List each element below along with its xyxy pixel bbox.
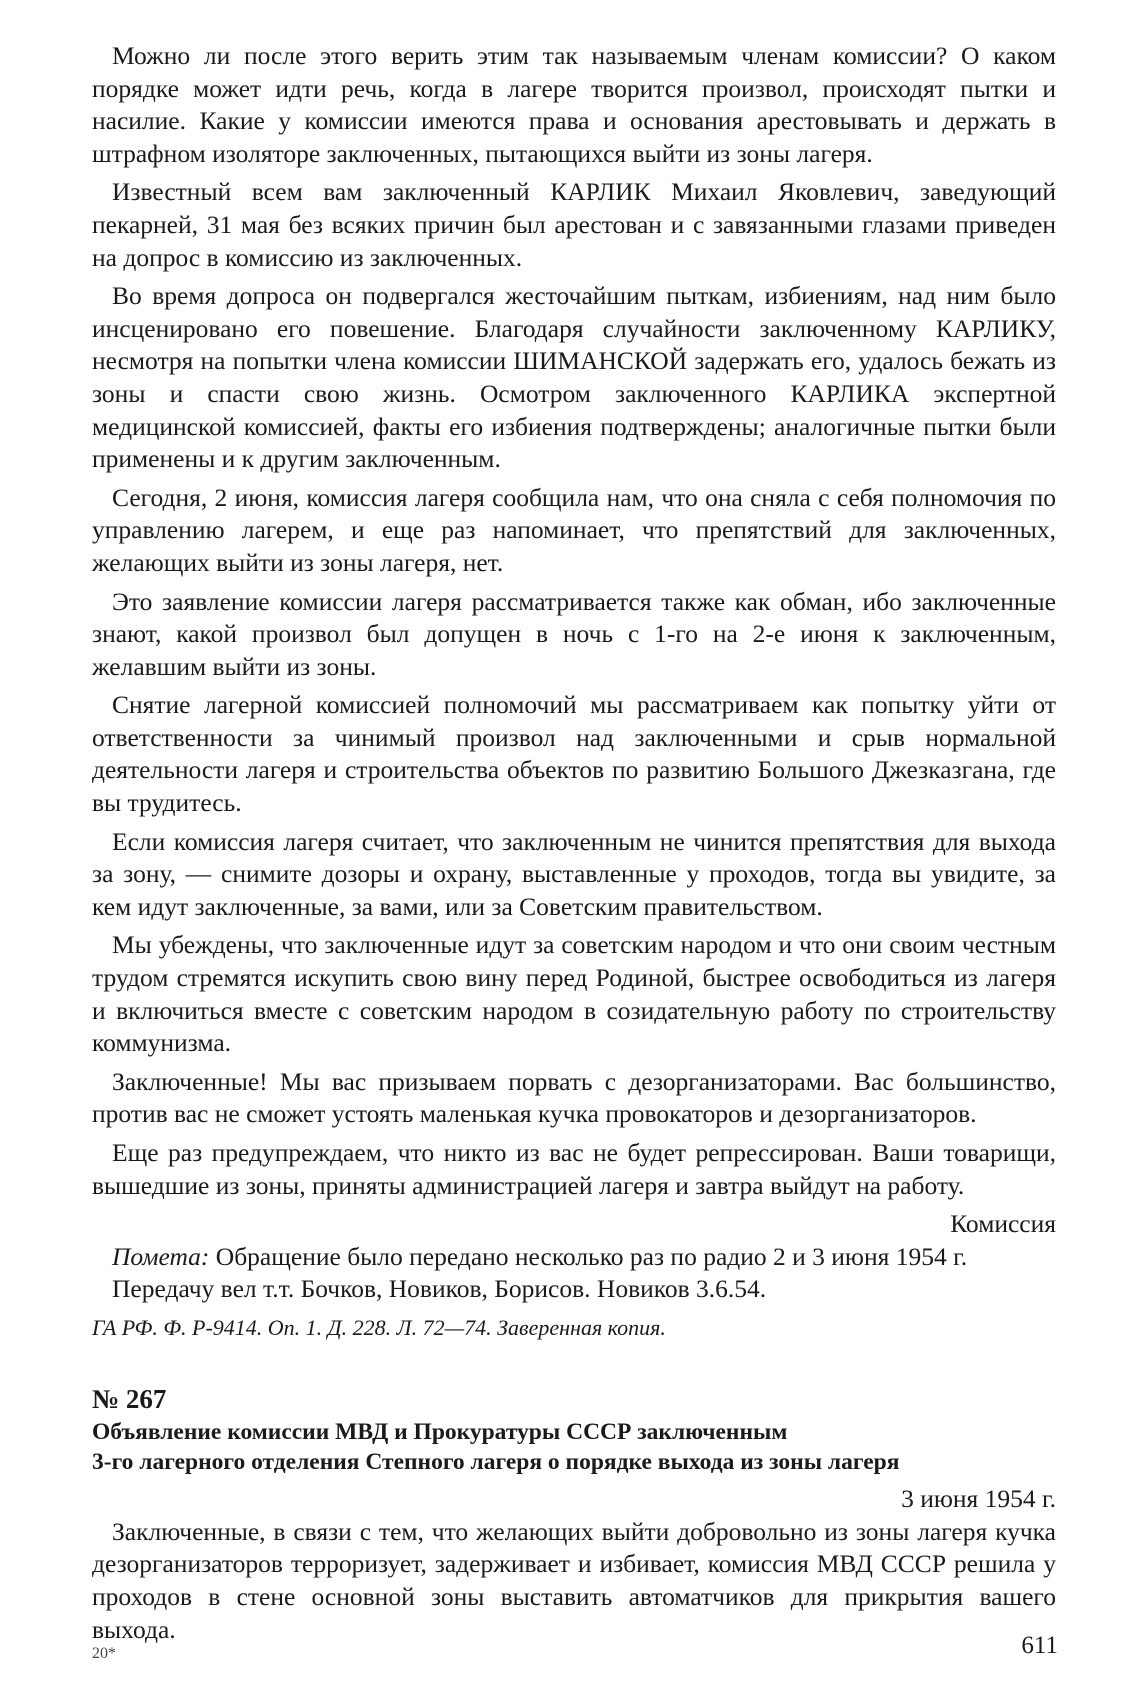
signature: Комиссия [950, 1209, 1056, 1239]
document-body: Заключенные, в связи с тем, что желающих выйти добровольно из зоны лагеря кучка дезорганизаторов терроризует, задерживает и избивает, комиссия МВД СССР решила у проходов в стене основной зоны выставить автоматчиков для прикрытия вашего выхода. [92, 1516, 1056, 1644]
document-title [92, 1417, 1056, 1477]
paragraph: Известный всем вам заключенный КАРЛИК Михаил Яковлевич, заведующий пекарней, 31 мая без всяких причин был арестован и с завязанными глазами приведен на допрос в комиссию из заключенных. [92, 177, 1056, 272]
note-label: Помета: [112, 1241, 210, 1271]
document-number: № 267 [92, 1383, 167, 1414]
signature-mark: 20* [92, 1645, 116, 1662]
paragraph: Можно ли после этого верить этим так называемым членам комиссии? О каком порядке может идти речь, когда в лагере творится произвол, происходят пытки и насилие. Какие у комиссии имеются права и основания арестовывать и держать в штрафном изоляторе заключенных, пытающихся выйти из зоны лагеря. [92, 41, 1056, 168]
paragraph: Мы убеждены, что заключенные идут за советским народом и что они своим честным трудом стремятся искупить свою вину перед Родиной, быстрее освободиться из лагеря и включиться вместе с советским народом в созидательную работу по строительству коммунизма. [92, 930, 1056, 1058]
document-title-line: 3-го лагерного отделения Степного лагеря о порядке выхода из зоны лагеря [92, 1449, 900, 1476]
paragraph: Заключенные! Мы вас призываем порвать с дезорганизаторами. Вас большинство, против вас не сможет устоять маленькая кучка провокаторов и дезорганизаторов. [92, 1066, 1056, 1129]
main-text [92, 40, 1056, 1652]
paragraph: Еще раз предупреждаем, что никто из вас не будет репрессирован. Ваши товарищи, вышедшие из зоны, приняты администрацией лагеря и завтра выйдут на работу. [92, 1138, 1056, 1200]
archive-reference: ГА РФ. Ф. Р-9414. Оп. 1. Д. 228. Л. 72—74. Заверенная копия. [92, 1314, 666, 1340]
document-title-line: Объявление комиссии МВД и Прокуратуры СССР заключенным [92, 1419, 788, 1446]
document-date: 3 июня 1954 г. [901, 1484, 1056, 1514]
annotation-note [92, 1241, 1056, 1306]
paragraph: Если комиссия лагеря считает, что заключенным не чинится препятствия для выхода за зону, — снимите дозоры и охрану, выставленные у проходов, тогда вы увидите, за кем идут заключенные, за вами, или за Советским правительством. [92, 826, 1056, 921]
paragraph: Во время допроса он подвергался жесточайшим пыткам, избиениям, над ним было инсценировано его повешение. Благодаря случайности заключенному КАРЛИКУ, несмотря на попытки члена комиссии ШИМАНСКОЙ задержать его, удалось бежать из зоны и спасти свою жизнь. Осмотром заключенного КАРЛИКА экспертной медицинской комиссией, факты его избиения подтверждены; аналогичные пытки были применены и к другим заключенным. [92, 281, 1056, 474]
page-number: 611 [1021, 1632, 1058, 1659]
paragraph: Это заявление комиссии лагеря рассматривается также как обман, ибо заключенные знают, какой произвол был допущен в ночь с 1-го на 2-е июня к заключенным, желавшим выйти из зоны. [92, 586, 1056, 681]
paragraph: Снятие лагерной комиссией полномочий мы рассматриваем как попытку уйти от ответственности за чинимый произвол над заключенными и срыв нормальной деятельности лагеря и строительства объектов по развитию Большого Джезказгана, где вы трудитесь. [92, 690, 1056, 818]
note-text: Обращение было передано несколько раз по радио 2 и 3 июня 1954 г. [215, 1241, 968, 1271]
paragraph: Сегодня, 2 июня, комиссия лагеря сообщила нам, что она сняла с себя полномочия по управлению лагерем, и еще раз напоминает, что препятствий для заключенных, желающих выйти из зоны лагеря, нет. [92, 482, 1056, 577]
note-line2: Передачу вел т.т. Бочков, Новиков, Борисов. Новиков 3.6.54. [112, 1274, 767, 1304]
